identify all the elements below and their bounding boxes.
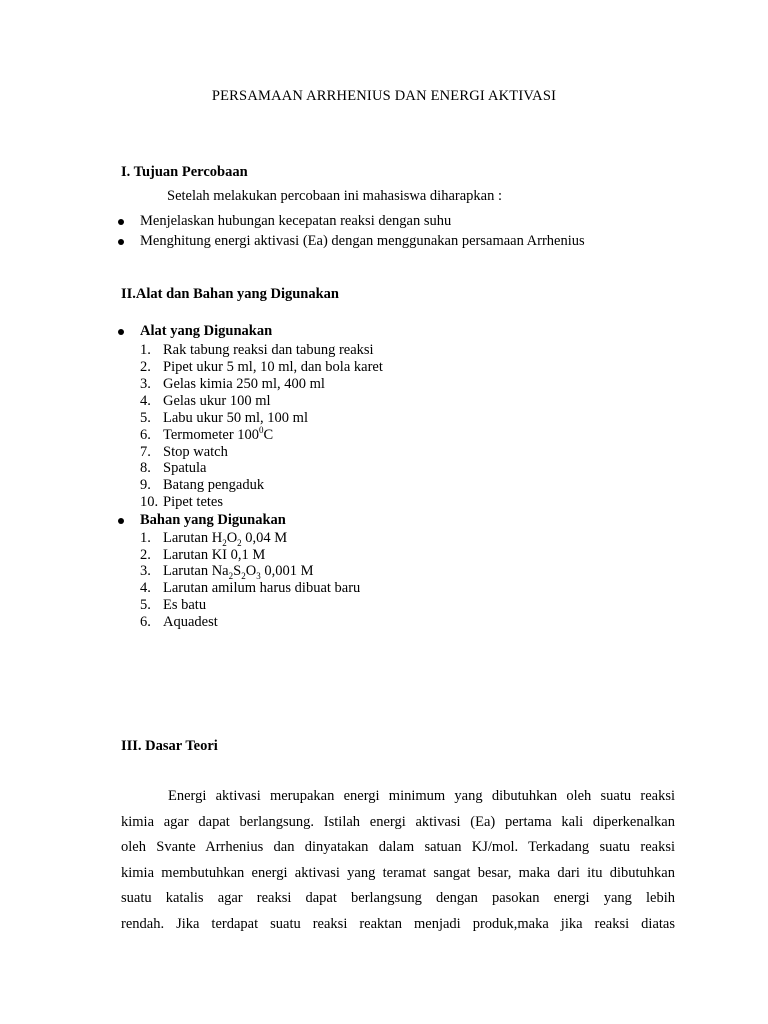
- section-heading-dasar-teori: III. Dasar Teori: [121, 738, 218, 754]
- tool-item-text: Termometer 100: [163, 427, 260, 443]
- list-number: 1.: [140, 342, 151, 358]
- list-number: 3.: [140, 376, 151, 392]
- subscript: 2: [222, 537, 227, 548]
- list-number: 5.: [140, 410, 151, 426]
- section-heading-tujuan: I. Tujuan Percobaan: [121, 164, 248, 180]
- list-number: 5.: [140, 597, 151, 613]
- list-number: 7.: [140, 444, 151, 460]
- list-number: 2.: [140, 547, 151, 563]
- paragraph-line: oleh Svante Arrhenius dan dinyatakan dalam satuan KJ/mol. Terkadang suatu reaksi: [121, 839, 675, 856]
- tool-item: Spatula: [163, 460, 207, 476]
- material-text: O: [226, 530, 238, 546]
- tool-item: Pipet ukur 5 ml, 10 ml, dan bola karet: [163, 359, 383, 375]
- tool-item: Gelas ukur 100 ml: [163, 393, 271, 409]
- list-number: 6.: [140, 427, 151, 443]
- subscript: 3: [256, 570, 261, 581]
- material-text: O: [245, 563, 257, 579]
- material-item: [163, 530, 287, 547]
- material-text: S: [233, 563, 242, 579]
- paragraph-line: kimia membutuhkan energi aktivasi yang teramat sangat besar, maka dari itu dibutuhkan: [121, 864, 675, 881]
- bullet-icon: [118, 219, 124, 225]
- materials-subheading: Bahan yang Digunakan: [140, 512, 286, 528]
- bullet-icon: [118, 329, 124, 335]
- list-number: 4.: [140, 580, 151, 596]
- tool-item: Pipet tetes: [163, 494, 224, 510]
- material-text: Larutan H: [163, 530, 223, 546]
- theory-paragraph: [121, 784, 675, 938]
- list-number: 10.: [140, 494, 159, 510]
- material-item: Aquadest: [163, 614, 218, 630]
- section-heading-alat-bahan: II.Alat dan Bahan yang Digunakan: [121, 286, 339, 302]
- section-intro-text: Setelah melakukan percobaan ini mahasiswa diharapkan :: [167, 188, 502, 204]
- material-text: 0,001 M: [260, 563, 314, 579]
- paragraph-line: suatu katalis agar reaksi dapat berlangsung dengan pasokan energi yang lebih: [121, 890, 675, 907]
- material-text: 0,04 M: [241, 530, 288, 546]
- paragraph-line: kimia agar dapat berlangsung. Istilah energi aktivasi (Ea) pertama kali diperkenalkan: [121, 813, 675, 830]
- tool-item: Batang pengaduk: [163, 477, 265, 493]
- material-item: Larutan amilum harus dibuat baru: [163, 580, 361, 596]
- bullet-icon: [118, 239, 124, 245]
- list-number: 9.: [140, 477, 151, 493]
- subscript: 2: [228, 570, 234, 581]
- material-item: Es batu: [163, 597, 207, 613]
- tools-subheading: Alat yang Digunakan: [140, 323, 273, 339]
- objective-item: Menghitung energi aktivasi (Ea) dengan menggunakan persamaan Arrhenius: [140, 233, 585, 249]
- list-number: 3.: [140, 563, 151, 579]
- material-item: [163, 563, 313, 580]
- paragraph-line: Energi aktivasi merupakan energi minimum yang dibutuhkan oleh suatu reaksi: [168, 788, 675, 804]
- list-number: 1.: [140, 530, 151, 546]
- tool-item: Labu ukur 50 ml, 100 ml: [163, 410, 308, 426]
- superscript: 0: [259, 425, 264, 436]
- material-text: Larutan Na: [163, 563, 229, 579]
- bullet-icon: [118, 518, 124, 524]
- tool-item: Rak tabung reaksi dan tabung reaksi: [163, 342, 374, 358]
- tool-item-unit: C: [263, 427, 274, 443]
- list-number: 2.: [140, 359, 151, 375]
- list-number: 8.: [140, 460, 151, 476]
- subscript: 2: [241, 570, 246, 581]
- tool-item: Gelas kimia 250 ml, 400 ml: [163, 376, 325, 392]
- list-number: 4.: [140, 393, 151, 409]
- tool-item: Stop watch: [163, 444, 228, 460]
- tool-item-thermometer: [163, 427, 273, 444]
- page-title: PERSAMAAN ARRHENIUS DAN ENERGI AKTIVASI: [211, 88, 557, 104]
- objective-item: Menjelaskan hubungan kecepatan reaksi dengan suhu: [140, 213, 452, 229]
- subscript: 2: [237, 537, 242, 548]
- material-item: Larutan KI 0,1 M: [163, 547, 266, 563]
- paragraph-line: rendah. Jika terdapat suatu reaksi reaktan menjadi produk,maka jika reaksi diatas: [121, 915, 675, 932]
- list-number: 6.: [140, 614, 151, 630]
